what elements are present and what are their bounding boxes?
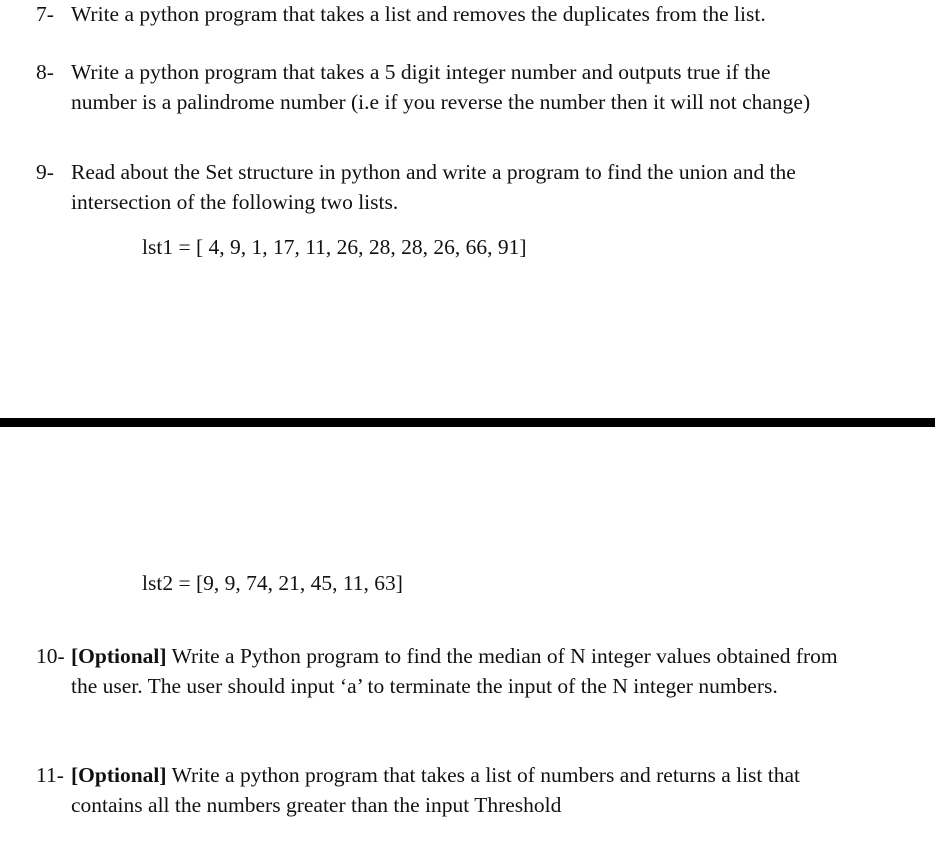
page-divider [0, 418, 935, 427]
question-text: Write a python program that takes a list and removes the duplicates from the list. [71, 2, 766, 26]
question-text: contains all the numbers greater than the input Threshold [71, 792, 562, 817]
list-lst1: lst1 = [ 4, 9, 1, 17, 11, 26, 28, 28, 26, 66, 91] [142, 235, 527, 259]
question-text [71, 761, 800, 791]
question-text-rest: Write a Python program to find the median of N integer values obtained from [166, 644, 838, 668]
question-text: number is a palindrome number (i.e if you reverse the number then it will not change) [71, 89, 811, 114]
optional-tag: [Optional] [71, 644, 167, 668]
question-text: the user. The user should input ‘a’ to terminate the input of the N integer numbers. [71, 673, 778, 698]
question-text: Read about the Set structure in python and write a program to find the union and the [71, 160, 796, 184]
question-number: 9- [36, 160, 54, 184]
question-number: 10- [36, 644, 65, 668]
list-lst2: lst2 = [9, 9, 74, 21, 45, 11, 63] [142, 571, 403, 595]
question-number: 11- [36, 763, 64, 787]
question-text: Write a python program that takes a 5 digit integer number and outputs true if the [71, 60, 771, 84]
optional-tag: [Optional] [71, 763, 167, 787]
question-text: intersection of the following two lists. [71, 189, 399, 214]
question-number: 8- [36, 60, 54, 84]
question-text-rest: Write a python program that takes a list of numbers and returns a list that [166, 763, 801, 787]
question-text [71, 642, 838, 672]
question-number: 7- [36, 2, 54, 26]
